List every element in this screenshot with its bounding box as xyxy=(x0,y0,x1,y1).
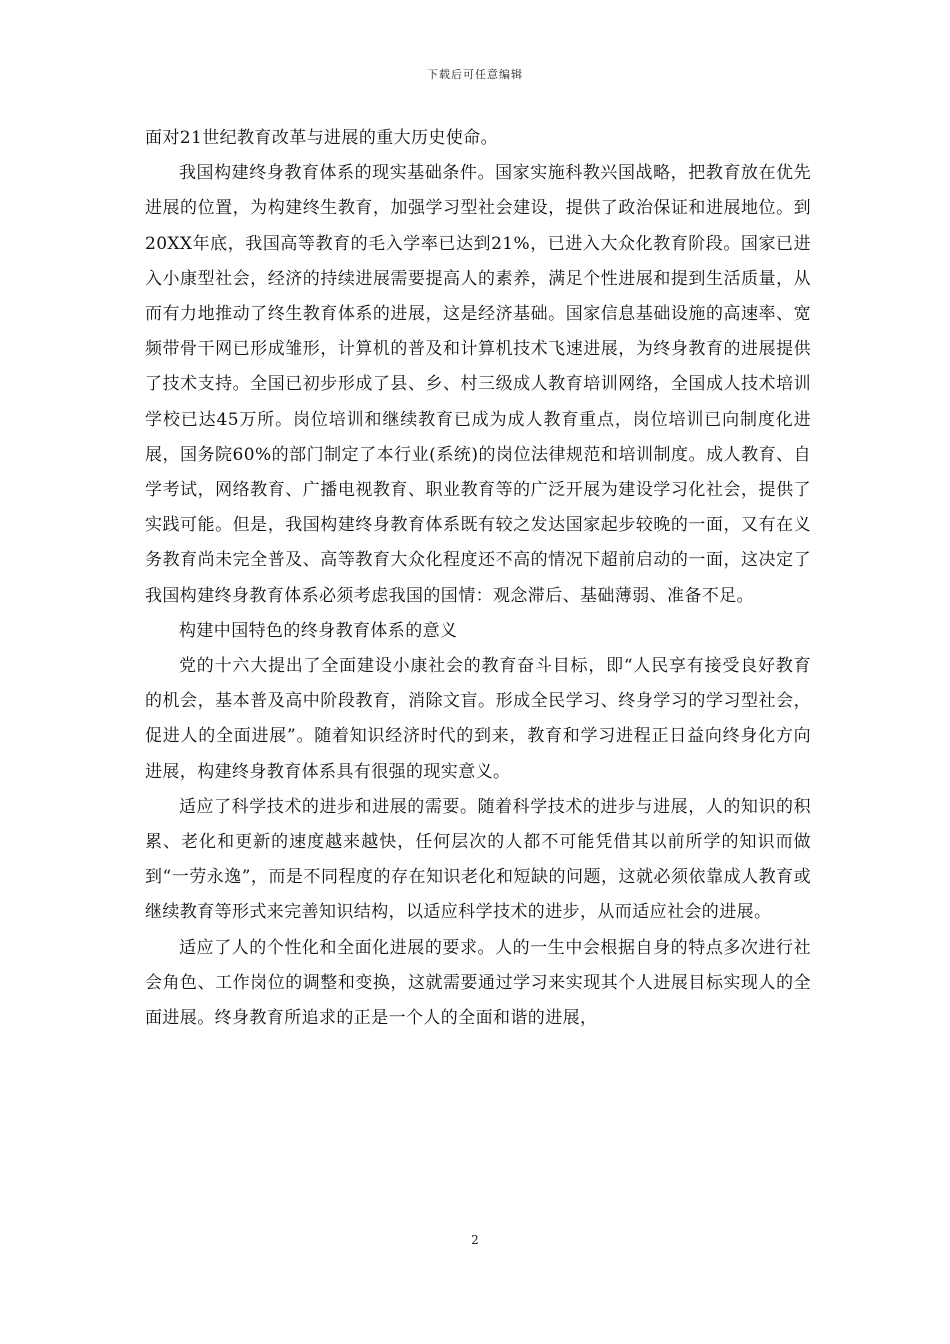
paragraph-continuation: 面对21世纪教育改革与进展的重大历史使命。 xyxy=(145,128,499,148)
section-heading-significance: 构建中国特色的终身教育体系的意义 xyxy=(179,620,458,641)
paragraph-sixteenth-congress: 党的十六大提出了全面建设小康社会的教育奋斗目标，即“人民享有接受良好教育的机会，基本普及高中阶段教育，消除文盲。形成全民学习、终身学习的学习型社会，促进人的全面进展”。随着知识经济时代的到来，教育和学习进程正日益向终身化方向进展，构建终身教育体系具有很强的现实意义。 xyxy=(145,656,811,782)
page-header: 下载后可任意编辑 xyxy=(427,68,523,81)
paragraph-basis-conditions: 我国构建终身教育体系的现实基础条件。国家实施科教兴国战略，把教育放在优先进展的位置，为构建终生教育，加强学习型社会建设，提供了政治保证和进展地位。到20XX年底，我国高等教育的毛入学率已达到21%，已进入大众化教育阶段。国家已进入小康型社会，经济的持续进展需要提高人的素养，满足个性进展和提到生活质量，从而有力地推动了终生教育体系的进展，这是经济基础。国家信息基础设施的高速率、宽频带骨干网已形成雏形，计算机的普及和计算机技术飞速进展，为终身教育的进展提供了技术支持。全国已初步形成了县、乡、村三级成人教育培训网络，全国成人技术培训学校已达45万所。岗位培训和继续教育已成为成人教育重点，岗位培训已向制度化进展，国务院60%的部门制定了本行业(系统)的岗位法律规范和培训制度。成人教育、自学考试，网络教育、广播电视教育、职业教育等的广泛开展为建设学习化社会，提供了实践可能。但是，我国构建终身教育体系既有较之发达国家起步较晚的一面，又有在义务教育尚未完全普及、高等教育大众化程度还不高的情况下超前启动的一面，这决定了我国构建终身教育体系必须考虑我国的国情：观念滞后、基础薄弱、准备不足。 xyxy=(145,163,811,606)
paragraph-science-technology: 适应了科学技术的进步和进展的需要。随着科学技术的进步与进展，人的知识的积累、老化和更新的速度越来越快，任何层次的人都不可能凭借其以前所学的知识而做到“一劳永逸”，而是不同程度的存在知识老化和短缺的问题，这就必须依靠成人教育或继续教育等形式来完善知识结构，以适应科学技术的进步，从而适应社会的进展。 xyxy=(145,796,811,923)
document-body xyxy=(145,121,811,1036)
paragraph-personal-development: 适应了人的个性化和全面化进展的要求。人的一生中会根据自身的特点多次进行社会角色、工作岗位的调整和变换，这就需要通过学习来实现其个人进展目标实现人的全面进展。终身教育所追求的正是一个人的全面和谐的进展， xyxy=(145,937,811,1029)
page-number: 2 xyxy=(471,1233,479,1247)
